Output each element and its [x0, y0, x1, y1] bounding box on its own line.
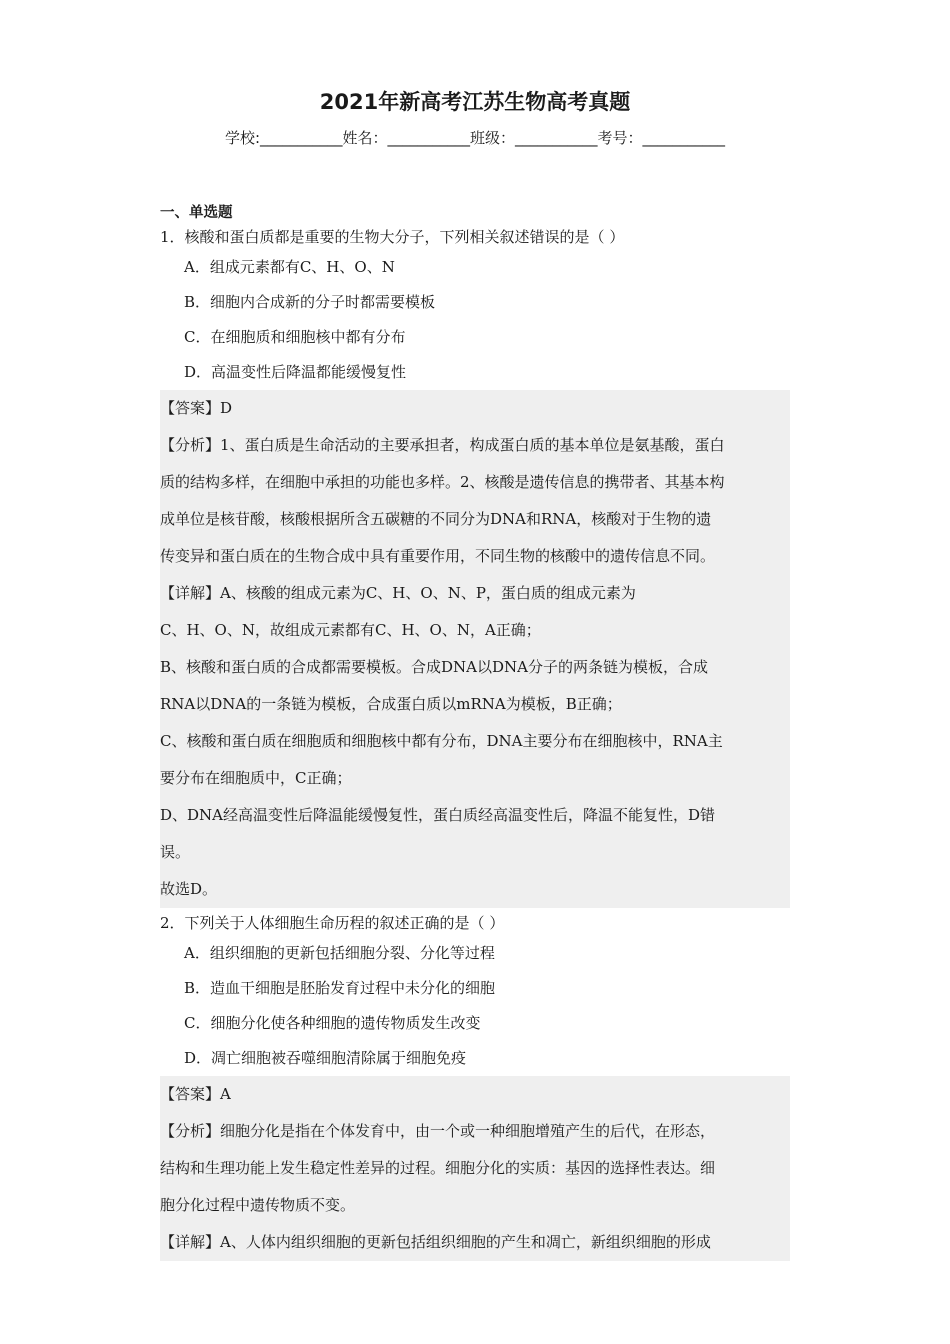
answer-line: 误。 [160, 843, 191, 861]
question-2-answer-block [160, 1076, 790, 1261]
answer-line: 结构和生理功能上发生稳定性差异的过程。细胞分化的实质：基因的选择性表达。细 [160, 1159, 716, 1177]
answer-line: 【答案】A [160, 1085, 231, 1103]
question-2-option-b: B．造血干细胞是胚胎发育过程中未分化的细胞 [184, 979, 496, 997]
document-content [160, 202, 790, 1261]
question-1-option-a: A．组成元素都有C、H、O、N [184, 258, 395, 276]
question-2-stem: 2．下列关于人体细胞生命历程的叙述正确的是（ ） [160, 914, 505, 932]
answer-line: 传变异和蛋白质在的生物合成中具有重要作用，不同生物的核酸中的遗传信息不同。 [160, 547, 716, 565]
question-1-answer-block [160, 390, 790, 908]
answer-line: 故选D。 [160, 880, 218, 898]
question-1-option-d: D．高温变性后降温都能缓慢复性 [184, 363, 407, 381]
answer-line: 成单位是核苷酸，核酸根据所含五碳糖的不同分为DNA和RNA，核酸对于生物的遗 [160, 510, 712, 528]
answer-line: 要分布在细胞质中，C正确； [160, 769, 352, 787]
answer-line: 【详解】A、核酸的组成元素为C、H、O、N、P，蛋白质的组成元素为 [160, 584, 636, 602]
answer-line: 胞分化过程中遗传物质不变。 [160, 1196, 356, 1214]
question-1-stem: 1．核酸和蛋白质都是重要的生物大分子，下列相关叙述错误的是（ ） [160, 228, 625, 246]
answer-line: 【分析】细胞分化是指在个体发育中，由一个或一种细胞增殖产生的后代，在形态， [160, 1122, 716, 1140]
answer-line: C、H、O、N，故组成元素都有C、H、O、N，A正确； [160, 621, 541, 639]
question-1-option-b: B．细胞内合成新的分子时都需要模板 [184, 293, 436, 311]
question-2-option-c: C．细胞分化使各种细胞的遗传物质发生改变 [184, 1014, 481, 1032]
answer-line: RNA以DNA的一条链为模板，合成蛋白质以mRNA为模板，B正确； [160, 695, 622, 713]
page-title: 2021年新高考江苏生物高考真题 [319, 90, 631, 114]
answer-line: 【答案】D [160, 399, 233, 417]
question-2-option-a: A．组织细胞的更新包括细胞分裂、分化等过程 [184, 944, 495, 962]
student-info-line: 学校:___________姓名：___________班级：___________考号：___________ [224, 129, 726, 147]
answer-line: 质的结构多样，在细胞中承担的功能也多样。2、核酸是遗传信息的携带者、其基本构 [160, 473, 725, 491]
answer-line: D、DNA经高温变性后降温能缓慢复性，蛋白质经高温变性后，降温不能复性，D错 [160, 806, 716, 824]
answer-line: 【分析】1、蛋白质是生命活动的主要承担者，构成蛋白质的基本单位是氨基酸，蛋白 [160, 436, 725, 454]
section-title: 一、单选题 [160, 205, 233, 221]
answer-line: 【详解】A、人体内组织细胞的更新包括组织细胞的产生和凋亡，新组织细胞的形成 [160, 1233, 711, 1251]
answer-line: B、核酸和蛋白质的合成都需要模板。合成DNA以DNA分子的两条链为模板，合成 [160, 658, 708, 676]
answer-line: C、核酸和蛋白质在细胞质和细胞核中都有分布，DNA主要分布在细胞核中，RNA主 [160, 732, 723, 750]
question-2-option-d: D．凋亡细胞被吞噬细胞清除属于细胞免疫 [184, 1049, 467, 1067]
question-1-option-c: C．在细胞质和细胞核中都有分布 [184, 328, 406, 346]
